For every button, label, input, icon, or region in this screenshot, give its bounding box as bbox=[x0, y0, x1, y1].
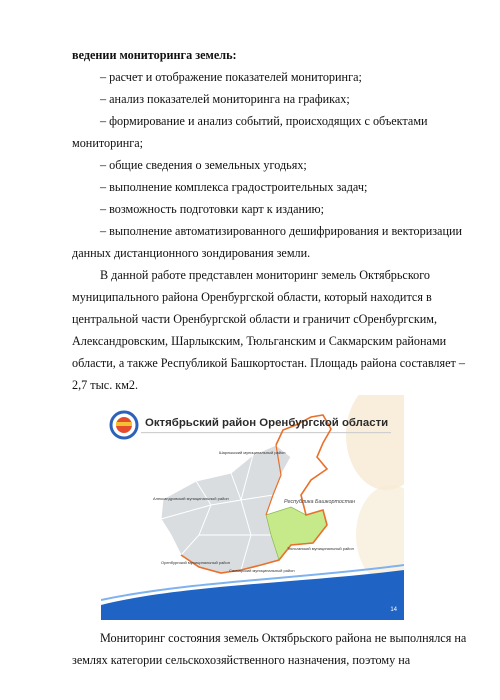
paragraph-line: центральной части Оренбургской области и граничит сОренбургским, bbox=[72, 312, 438, 326]
district-label: Тюльганский муниципальный район bbox=[287, 546, 354, 551]
district-label: Александровский муниципальный район bbox=[153, 496, 229, 501]
bullet-item: – выполнение автоматизированного дешифрирования и векторизации bbox=[100, 224, 463, 238]
paragraph-line: муниципального района Оренбургской области, который находится в bbox=[72, 290, 432, 304]
paragraph-line: 2,7 тыс. км2. bbox=[72, 378, 139, 392]
paragraph-line: области, а также Республикой Башкортостан. Площадь района составляет – bbox=[72, 356, 465, 370]
district-label: Шарлыкский муниципальный район bbox=[219, 450, 286, 455]
bullet-item bbox=[100, 113, 468, 129]
bullet-item: – анализ показателей мониторинга на графиках; bbox=[100, 92, 350, 106]
closing-line: Мониторинг состояния земель Октябрьского района не выполнялся на bbox=[100, 631, 467, 645]
map-slide-image bbox=[101, 395, 404, 620]
bullet-text: – формирование и анализ событий, происходящих с объектами bbox=[100, 114, 428, 128]
slide-title: Октябрьский район Оренбургской области bbox=[145, 417, 389, 429]
closing-line: землях категории сельскохозяйственного назначения, поэтому на bbox=[72, 653, 411, 667]
district-label: Сакмарский муниципальный район bbox=[229, 568, 295, 573]
bullet-item: – расчет и отображение показателей мониторинга; bbox=[100, 70, 362, 84]
paragraph-line: В данной работе представлен мониторинг земель Октябрьского bbox=[100, 268, 431, 282]
slide-page-number: 14 bbox=[390, 607, 397, 613]
region-label: Республика Башкортостан bbox=[284, 499, 355, 505]
bullet-continuation: данных дистанционного зондирования земли. bbox=[72, 246, 311, 260]
bullet-continuation: мониторинга; bbox=[72, 136, 144, 150]
district-label: Оренбургский муниципальный район bbox=[161, 560, 230, 565]
bullet-item: – возможность подготовки карт к изданию; bbox=[100, 202, 325, 216]
paragraph-line: Александровским, Шарлыкским, Тюльганским и Сакмарским районами bbox=[72, 334, 447, 348]
heading-line: ведении мониторинга земель: bbox=[72, 48, 237, 62]
bullet-item: – общие сведения о земельных угодьях; bbox=[100, 158, 307, 172]
bullet-item: – выполнение комплекса градостроительных задач; bbox=[100, 180, 368, 194]
